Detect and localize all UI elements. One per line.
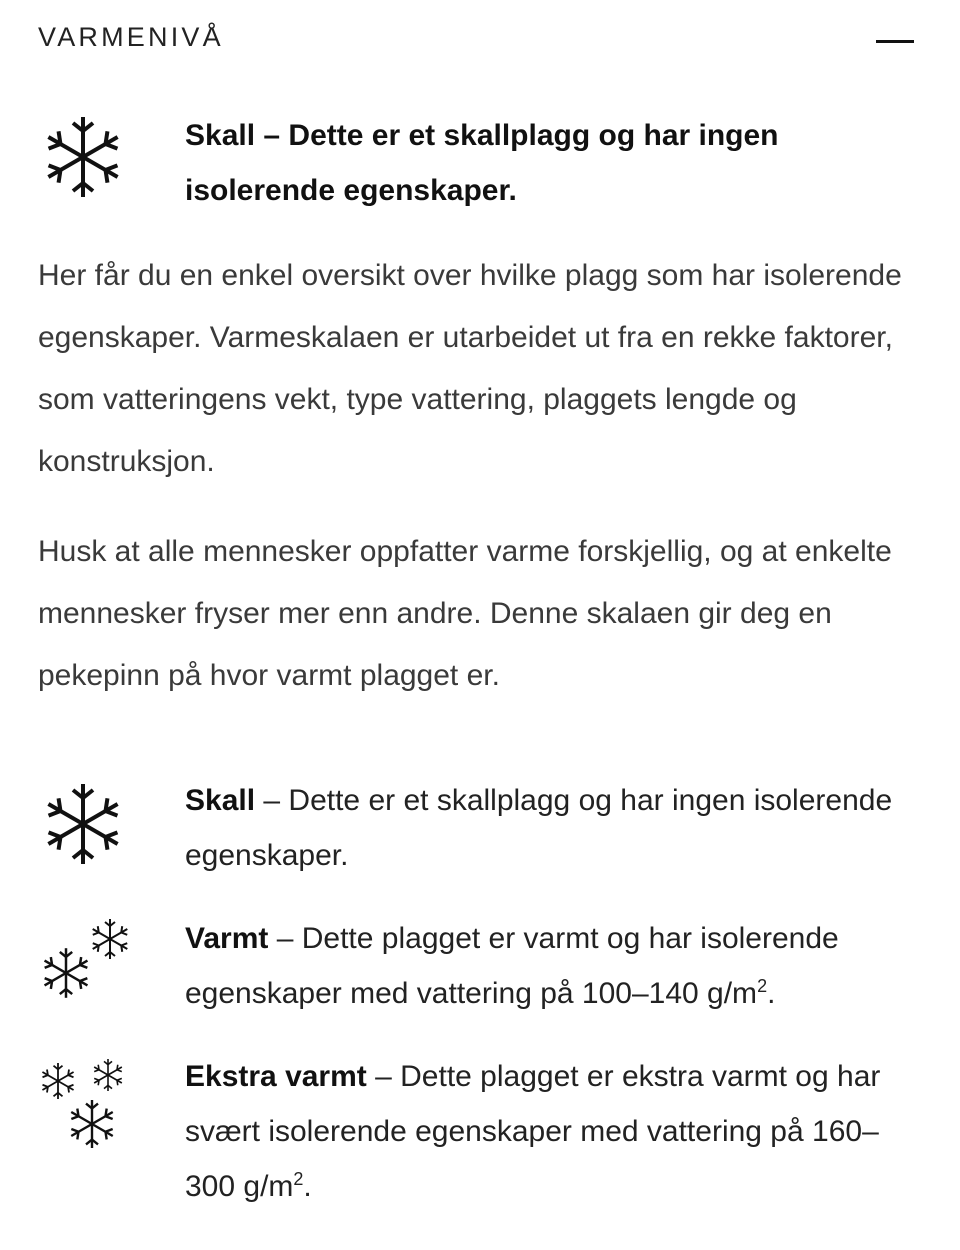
intro-paragraph: Her får du en enkel oversikt over hvilke plagg som har isolerende egenskaper. Varmeskalaen er utarbeidet ut fra en rekke faktorer, som vatteringens vekt, type vattering, plaggets lengde og konstruksjon.: [38, 259, 902, 478]
snowflake-double-icon: [38, 915, 138, 1010]
level-description: – Dette plagget er varmt og har isolerende egenskaper med vattering på 100–140 g/m: [185, 922, 839, 1010]
superscript: 2: [757, 976, 768, 996]
snowflake-single-icon: [38, 112, 128, 207]
level-name: Skall: [185, 784, 256, 817]
level-end: .: [303, 1170, 312, 1203]
level-item-varmt: [38, 911, 928, 1021]
level-item-skall: [38, 773, 928, 883]
level-end: .: [767, 977, 776, 1010]
level-name: Ekstra varmt: [185, 1060, 367, 1093]
superscript: 2: [293, 1169, 304, 1189]
level-description: – Dette er et skallplagg og har ingen isolerende egenskaper.: [185, 784, 893, 872]
minus-icon: [876, 40, 914, 43]
level-item-ekstra-varmt: [38, 1049, 928, 1214]
collapse-button[interactable]: [876, 18, 914, 62]
snowflake-triple-icon: [38, 1053, 138, 1158]
level-name: Varmt: [185, 922, 269, 955]
selected-warmth-level: [38, 108, 918, 218]
disclaimer-paragraph: Husk at alle mennesker oppfatter varme forskjellig, og at enkelte mennesker fryser mer enn andre. Denne skalaen gir deg en pekepinn på hvor varmt plagget er.: [38, 535, 892, 692]
section-title: VARMENIVÅ: [38, 22, 224, 52]
level-description: – Dette plagget er ekstra varmt og har svært isolerende egenskaper med vattering på 160–300 g/m: [185, 1060, 881, 1203]
snowflake-single-icon: [38, 779, 128, 874]
section-header[interactable]: [38, 18, 914, 62]
selected-level-text: Skall – Dette er et skallplagg og har ingen isolerende egenskaper.: [185, 119, 779, 207]
